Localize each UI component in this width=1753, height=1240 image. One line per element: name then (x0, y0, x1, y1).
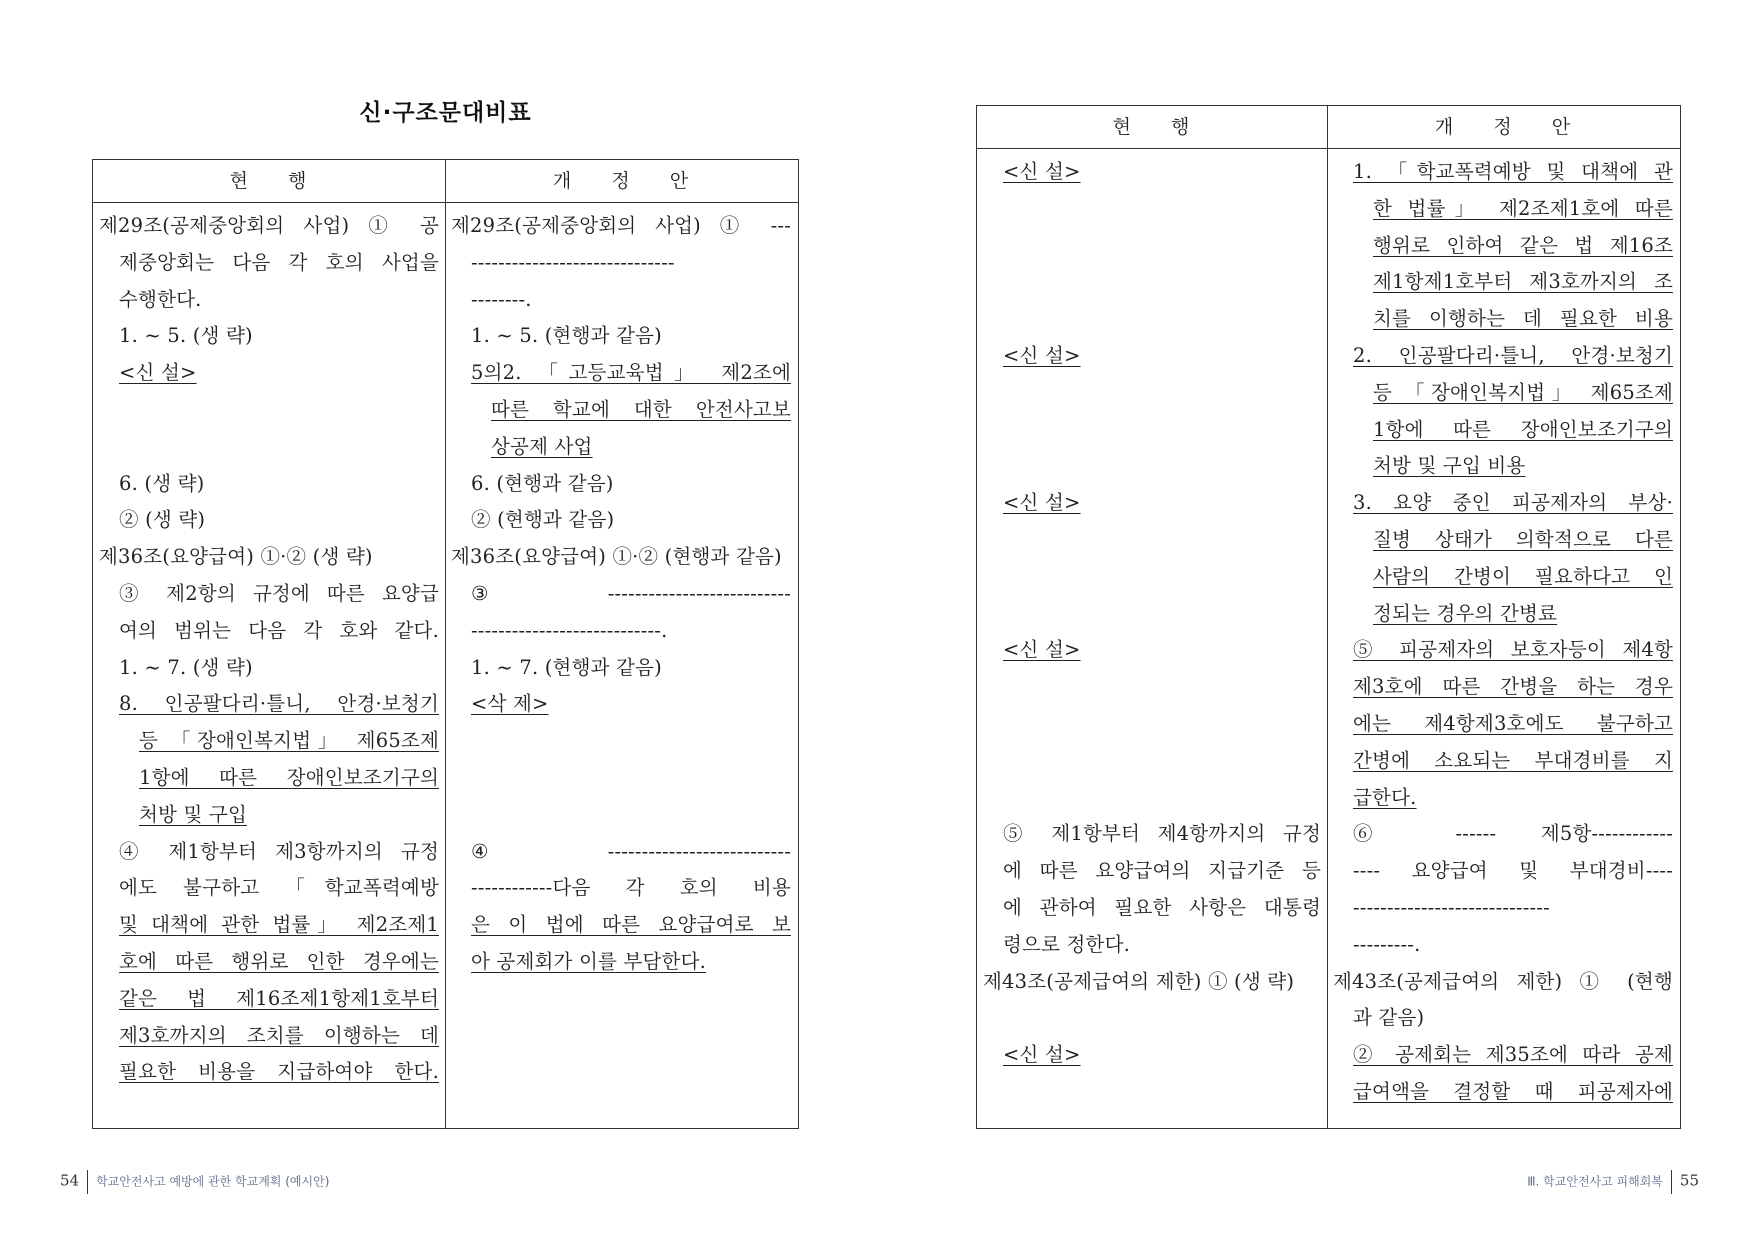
text-line (1333, 1000, 1673, 1037)
line-text: <신 설> (1003, 638, 1081, 662)
text-line (1333, 191, 1673, 228)
text-line (1333, 412, 1673, 449)
text-line (99, 981, 439, 1018)
text-line (451, 834, 791, 871)
text-line (99, 355, 439, 392)
text-line (99, 392, 439, 429)
text-line (99, 797, 439, 834)
line-text: ③ --------------------------- (471, 581, 791, 605)
text-line (983, 485, 1321, 522)
text-line (983, 191, 1321, 228)
text-line (99, 208, 439, 245)
text-line (1333, 596, 1673, 633)
text-line (983, 264, 1321, 301)
line-text: 1. 「학교폭력예방 및 대책에 관 (1353, 160, 1673, 183)
text-line (99, 834, 439, 871)
text-line (99, 1018, 439, 1055)
line-text: 8. 인공팔다리·틀니, 안경·보청기 (119, 692, 439, 716)
text-line (1333, 706, 1673, 743)
text-line (1333, 743, 1673, 780)
line-text: 처방 및 구입 비용 (1373, 454, 1526, 478)
text-line (983, 559, 1321, 596)
line-text: 한 법률」 제2조제1호에 따른 (1373, 196, 1673, 220)
comparison-table-right (976, 105, 1681, 1129)
text-line (451, 208, 791, 245)
text-line (983, 596, 1321, 633)
line-text: 제43조(공제급여의 제한) ① (현행 (1333, 969, 1673, 993)
line-text: ⑥ ------ 제5항------------ (1353, 822, 1673, 846)
text-line (451, 502, 791, 539)
text-line (99, 466, 439, 503)
line-text: 급여액을 결정할 때 피공제자에 (1353, 1079, 1673, 1103)
column-header-current: 현 행 (229, 170, 309, 192)
text-line (99, 502, 439, 539)
text-line (451, 870, 791, 907)
line-text: 상공제 사업 (491, 434, 593, 458)
text-line (983, 154, 1321, 191)
text-line (983, 412, 1321, 449)
page-number-right: 55 (1679, 1171, 1699, 1190)
text-line (983, 448, 1321, 485)
text-line (1333, 338, 1673, 375)
current-law-column (99, 208, 439, 1091)
text-line (451, 797, 791, 834)
text-line (983, 890, 1321, 927)
text-line (451, 613, 791, 650)
line-text: 2. 인공팔다리·틀니, 안경·보청기 (1353, 343, 1673, 367)
line-text: 1. ~ 5. (생 략) (119, 324, 253, 348)
line-text: 령으로 정한다. (1003, 932, 1131, 956)
line-text: 은 이 법에 따른 요양급여로 보 (471, 913, 791, 937)
text-line (1333, 927, 1673, 964)
line-text: 제3호까지의 조치를 이행하는 데 (119, 1023, 439, 1047)
text-line (983, 853, 1321, 890)
line-text: ② 공제회는 제35조에 따라 공제 (1353, 1043, 1673, 1067)
text-line (99, 650, 439, 687)
text-line (451, 760, 791, 797)
text-line (451, 429, 791, 466)
line-text: 따른 학교에 대한 안전사고보 (491, 397, 791, 421)
line-text: 수행한다. (119, 287, 202, 311)
text-line (983, 927, 1321, 964)
text-line (99, 907, 439, 944)
comparison-table-left (92, 159, 799, 1129)
text-line (1333, 632, 1673, 669)
text-line (451, 907, 791, 944)
text-line (99, 760, 439, 797)
text-line (451, 650, 791, 687)
text-line (451, 355, 791, 392)
column-header-proposed: 개 정 안 (1434, 116, 1573, 138)
text-line (983, 743, 1321, 780)
text-line (99, 613, 439, 650)
line-text: 1. ~ 5. (현행과 같음) (471, 324, 662, 348)
text-line (99, 944, 439, 981)
text-line (983, 1037, 1321, 1074)
text-line (1333, 448, 1673, 485)
text-line (1333, 228, 1673, 265)
text-line (983, 669, 1321, 706)
line-text: 에 따른 요양급여의 지급기준 등 (1003, 859, 1321, 883)
text-line (983, 228, 1321, 265)
line-text: 질병 상태가 의학적으로 다른 (1373, 527, 1673, 551)
line-text: 제36조(요양급여) ①·② (현행과 같음) (451, 545, 782, 569)
line-text: 1항에 따른 장애인보조기구의 (139, 765, 439, 789)
line-text: --------. (471, 287, 532, 311)
column-divider (1327, 106, 1328, 1128)
line-text: 제1항제1호부터 제3호까지의 조 (1373, 270, 1673, 294)
text-line (1333, 890, 1673, 927)
line-text: ④ 제1항부터 제3항까지의 규정 (119, 839, 439, 863)
text-line (451, 466, 791, 503)
line-text: 및 대책에 관한 법률」 제2조제1 (119, 913, 439, 937)
footer-chapter-title: Ⅲ. 학교안전사고 피해회복 (1527, 1174, 1663, 1189)
line-text: 같은 법 제16조제1항제1호부터 (119, 986, 439, 1010)
line-text: ⑤ 제1항부터 제4항까지의 규정 (1003, 822, 1321, 846)
text-line (1333, 375, 1673, 412)
line-text: 3. 요양 중인 피공제자의 부상· (1353, 491, 1673, 515)
footer-right (1527, 1170, 1699, 1194)
line-text: 1. ~ 7. (생 략) (119, 655, 253, 679)
text-line (99, 429, 439, 466)
text-line (451, 686, 791, 723)
line-text: 제29조(공제중앙회의 사업) ① 공 (99, 214, 439, 237)
text-line (1333, 559, 1673, 596)
line-text: 치를 이행하는 데 필요한 비용 (1373, 307, 1673, 331)
line-text: <신 설> (1003, 160, 1081, 183)
line-text: ② (현행과 같음) (471, 508, 615, 532)
text-line (451, 245, 791, 282)
proposed-law-column (451, 208, 791, 981)
text-line (99, 282, 439, 319)
footer-left (60, 1170, 329, 1194)
column-header-proposed: 개 정 안 (552, 170, 691, 192)
column-divider (445, 160, 446, 1128)
text-line (99, 870, 439, 907)
line-text: ⑤ 피공제자의 보호자등이 제4항 (1353, 638, 1673, 662)
line-text: 아 공제회가 이를 부담한다. (471, 949, 707, 973)
line-text: 제중앙회는 다음 각 호의 사업을 (119, 250, 439, 274)
proposed-law-column (1333, 154, 1673, 1111)
text-line (983, 1000, 1321, 1037)
text-line (451, 318, 791, 355)
line-text: 6. (생 략) (119, 471, 205, 495)
line-text: <신 설> (1003, 343, 1081, 367)
text-line (1333, 853, 1673, 890)
page-number-left: 54 (60, 1171, 80, 1190)
text-line (451, 392, 791, 429)
line-text: 제29조(공제중앙회의 사업) ① --- (451, 214, 791, 237)
line-text: 제43조(공제급여의 제한) ① (생 략) (983, 969, 1295, 993)
column-header-current: 현 행 (1112, 116, 1192, 138)
text-line (1333, 780, 1673, 817)
line-text: 1. ~ 7. (현행과 같음) (471, 655, 662, 679)
text-line (99, 245, 439, 282)
text-line (1333, 1037, 1673, 1074)
text-line (983, 964, 1321, 1001)
line-text: 정되는 경우의 간병료 (1373, 601, 1558, 625)
text-line (983, 780, 1321, 817)
text-line (451, 576, 791, 613)
text-line (99, 686, 439, 723)
line-text: ------------다음 각 호의 비용 (471, 876, 791, 900)
text-line (983, 375, 1321, 412)
line-text: ----------------------------- (1353, 895, 1550, 919)
line-text: <삭 제> (471, 692, 549, 716)
text-line (983, 301, 1321, 338)
text-line (1333, 301, 1673, 338)
text-line (983, 522, 1321, 559)
text-line (451, 944, 791, 981)
line-text: 등 「장애인복지법」 제65조제 (1373, 380, 1673, 404)
text-line (1333, 669, 1673, 706)
text-line (1333, 485, 1673, 522)
text-line (1333, 522, 1673, 559)
line-text: ④ --------------------------- (471, 839, 791, 863)
line-text: 여의 범위는 다음 각 호와 같다. (119, 618, 439, 642)
text-line (451, 282, 791, 319)
line-text: 사람의 간병이 필요하다고 인 (1373, 564, 1673, 588)
text-line (983, 632, 1321, 669)
line-text: <신 설> (119, 361, 197, 385)
current-law-column (983, 154, 1321, 1074)
text-line (1333, 154, 1673, 191)
table-header (977, 106, 1680, 149)
line-text: 급한다. (1353, 785, 1417, 809)
line-text: 에는 제4항제3호에도 불구하고 (1353, 711, 1673, 735)
text-line (1333, 964, 1673, 1001)
line-text: 처방 및 구입 (139, 802, 247, 826)
text-line (99, 318, 439, 355)
line-text: 간병에 소요되는 부대경비를 지 (1353, 748, 1673, 772)
line-text: ----------------------------. (471, 618, 668, 642)
line-text: ------------------------------ (471, 250, 675, 274)
text-line (983, 338, 1321, 375)
text-line (99, 1054, 439, 1091)
line-text: 1항에 따른 장애인보조기구의 (1373, 417, 1673, 441)
line-text: <신 설> (1003, 1043, 1081, 1067)
line-text: 등 「장애인복지법」 제65조제 (139, 729, 439, 753)
text-line (99, 723, 439, 760)
line-text: 6. (현행과 같음) (471, 471, 614, 495)
line-text: 제3호에 따른 간병을 하는 경우 (1353, 675, 1673, 699)
footer-book-title: 학교안전사고 예방에 관한 학교계획 (예시안) (96, 1174, 330, 1189)
line-text: <신 설> (1003, 491, 1081, 515)
line-text: ---- 요양급여 및 부대경비---- (1353, 859, 1673, 883)
line-text: 에 관하여 필요한 사항은 대통령 (1003, 895, 1321, 919)
footer-divider (87, 1170, 88, 1194)
line-text: ② (생 략) (119, 508, 206, 532)
text-line (983, 816, 1321, 853)
text-line (99, 576, 439, 613)
page-title: 신·구조문대비표 (359, 100, 532, 126)
footer-divider (1671, 1170, 1672, 1194)
line-text: 5의2. 「고등교육법」 제2조에 (471, 361, 791, 385)
line-text: 에도 불구하고 「학교폭력예방 (119, 876, 439, 900)
line-text: 행위로 인하여 같은 법 제16조 (1373, 233, 1673, 257)
line-text: ---------. (1353, 932, 1421, 956)
text-line (1333, 264, 1673, 301)
line-text: 제36조(요양급여) ①·② (생 략) (99, 545, 373, 569)
line-text: 호에 따른 행위로 인한 경우에는 (119, 949, 439, 973)
text-line (451, 539, 791, 576)
text-line (1333, 816, 1673, 853)
line-text: 필요한 비용을 지급하여야 한다. (119, 1060, 439, 1084)
text-line (99, 539, 439, 576)
line-text: ③ 제2항의 규정에 따른 요양급 (119, 581, 439, 605)
text-line (1333, 1074, 1673, 1111)
text-line (983, 706, 1321, 743)
text-line (451, 723, 791, 760)
line-text: 과 같음) (1353, 1006, 1425, 1030)
